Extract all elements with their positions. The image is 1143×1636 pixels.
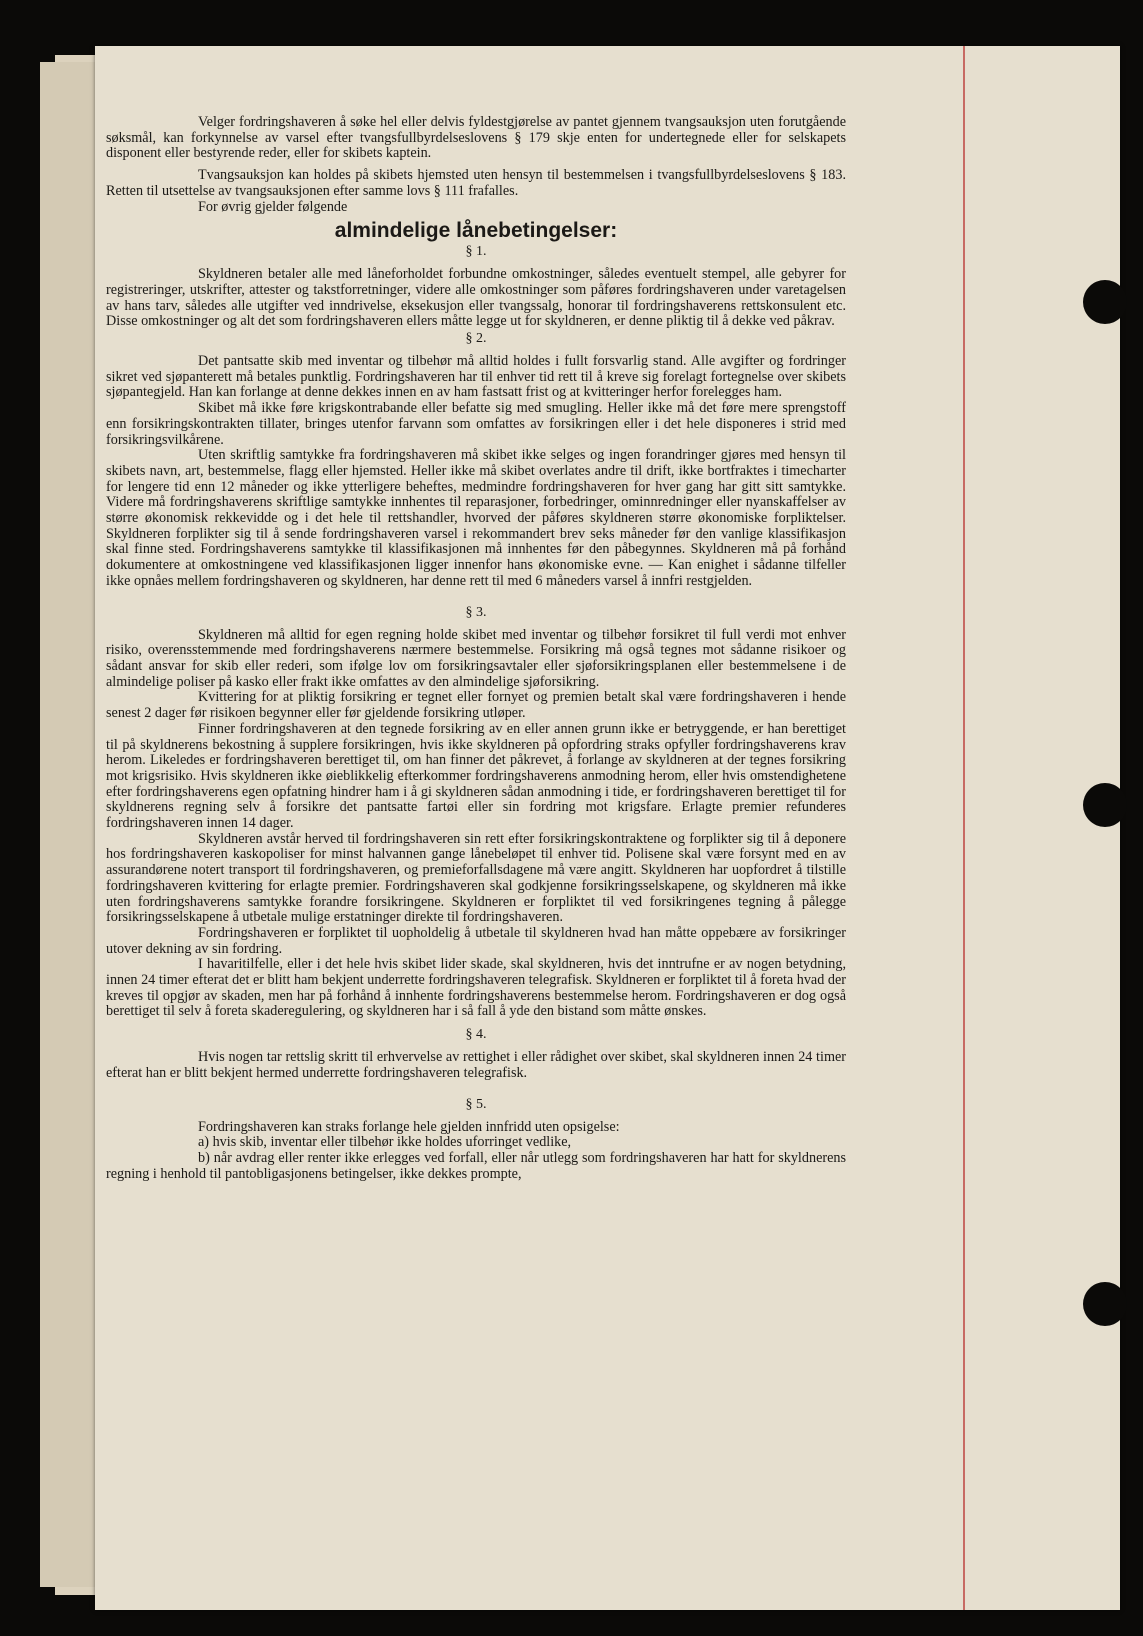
section-paragraph: Skyldneren må alltid for egen regning holde skibet med inventar og tilbehør forsikret til full verdi mot enhver risiko, overensstemmende med fordringshaverens nærmere bestemmelse. Forsikring må også tegnes mot sådanne risikoer og sådant ansvar for skib eller rederi, som ifølge lov om forsikringsavtaler eller sjøforsikringsplanen eller bestemmelsene i de almindelige poliser på kasko eller frakt ikke omfattes av den almindelige sjøforsikring. — [106, 626, 846, 690]
section-label: § 3. — [465, 604, 487, 620]
punch-hole-bottom — [1083, 1282, 1127, 1326]
section-paragraph: Hvis nogen tar rettslig skritt til erhvervelse av rettighet i eller rådighet over skibet, skal skyldneren innen 24 timer efterat han er blitt bekjent hermed underrette fordringshaveren telegrafisk. — [106, 1049, 846, 1081]
section-paragraph: Fordringshaveren kan straks forlange hele gjelden innfridd uten opsigelse: — [198, 1118, 620, 1135]
list-item: b) når avdrag eller renter ikke erlegges ved forfall, eller når utlegg som fordringshaveren har hatt for skyldnerens regning i henhold til pantobligasjonens betingelser, ikke dekkes prompte, — [106, 1149, 846, 1182]
section-paragraph: Finner fordringshaveren at den tegnede forsikring av en eller annen grunn ikke er betryggende, er han berettiget til på skyldnerens bekostning å supplere forsikringen, hvis ikke skyldneren på opfordring straks opfyller fordringshaverens krav herom. Likeledes er fordringshaveren berettiget til, om han finner det påkrevet, å forlange av skyldneren at der tegnes forsikring mot krigsrisiko. Hvis skyldneren ikke øieblikkelig efterkommer fordringshaverens anmodning herom, eller hvis omstendighetene efter fordringshaverens egen opfatning hindrer ham i å gi skyldneren sådan anmodning i tide, er fordringshaveren berettiget til for skyldnerens regning selv å forsikre det pantsatte fartøi eller sin fordring mot krigsfare. Erlagte premier refunderes fordringshaveren innen 14 dager. — [106, 720, 846, 832]
punch-hole-middle — [1083, 783, 1127, 827]
section-paragraph: Kvittering for at pliktig forsikring er tegnet eller fornyet og premien betalt skal være fordringshaveren i hende senest 2 dager før risikoen begynner eller før gjeldende forsikring utløper. — [106, 689, 846, 722]
section-label: § 2. — [465, 331, 487, 347]
document-body — [106, 115, 846, 1182]
section-paragraph: I havaritilfelle, eller i det hele hvis skibet lider skade, skal skyldneren, hvis det inntrufne er av nogen betydning, innen 24 timer efterat det er blitt ham bekjent underrette fordringshaveren telegrafisk. Skyldneren er forpliktet til å foreta hvad der kreves til opgjør av skaden, men har på forhånd å innhente fordringshaverens bestemmelse herom. Fordringshaveren er dog også berettiget til selv å foreta skaderegulering, og skyldneren har i så fall å yde den bistand som måtte ønskes. — [106, 956, 846, 1020]
section-paragraph: Fordringshaveren er forpliktet til uopholdelig å utbetale til skyldneren hvad han måtte oppebære av forsikringer utover dekning av sin fordring. — [106, 924, 846, 957]
section-paragraph: Skyldneren avstår herved til fordringshaveren sin rett efter forsikringskontraktene og forplikter sig til å deponere hos fordringshaveren kaskopoliser for minst halvannen gange lånebeløpet til enhver tid. Polisene skal være forsynt med en av assurandørene notert transport til fordringshaveren, og premieforfallsdagene må være angitt. Skyldneren har uopfordret å tilstille fordringshaveren kvittering for erlagte premier. Fordringshaveren skal godkjenne forsikringsselskapene, og skyldneren må ikke uten fordringshaverens samtykke forandre forsikringene. Skyldneren er forpliktet til ved forsikringenes tegning å pålegge forsikringsselskapene å utbetale mulige erstatninger direkte til fordringshaveren. — [106, 830, 846, 926]
intro-paragraph: Tvangsauksjon kan holdes på skibets hjemsted uten hensyn til bestemmelsen i tvangsfullbyrdelseslovens § 183. Retten til utsettelse av tvangsauksjonen efter samme lovs § 111 frafalles. — [106, 167, 846, 199]
document-heading: almindelige lånebetingelser: — [334, 219, 618, 243]
section-paragraph: Det pantsatte skib med inventar og tilbehør må alltid holdes i fullt forsvarlig stand. Alle avgifter og fordringer sikret ved sjøpanterett må betales punktlig. Fordringshaveren har til enhver tid rett til å kreve sig forelagt fortegnelse over skibets sjøpantegjeld. Han kan forlange at denne dekkes innen en av ham fastsatt frist og at kvitteringer herfor forelegges ham. — [106, 353, 846, 401]
section-label: § 5. — [465, 1096, 487, 1112]
margin-line — [963, 46, 965, 1610]
section-paragraph: Skyldneren betaler alle med låneforholdet forbundne omkostninger, således eventuelt stempel, alle gebyrer for registreringer, utskrifter, attester og takstforretninger, videre alle omkostninger som påføres fordringshaveren under varetagelsen av hans tarv, således alle utgifter ved inndrivelse, eksekusjon eller tvangssalg, honorar til fordringshaverens rettskonsulent etc. Disse omkostninger og alt det som fordringshaveren ellers måtte legge ut for skyldneren, er denne pliktig til å dekke ved påkrav. — [106, 266, 846, 330]
intro-paragraph: For øvrig gjelder følgende — [198, 198, 348, 215]
section-label: § 1. — [465, 244, 487, 260]
section-paragraph: Uten skriftlig samtykke fra fordringshaveren må skibet ikke selges og ingen forandringer gjøres med hensyn til skibets navn, art, bestemmelse, flagg eller hjemsted. Heller ikke må skibet overlates andre til drift, ikke bortfraktes i timecharter for lengere tid enn 12 måneder og ikke ytterligere beheftes, medmindre fordringshaveren for hver gang har gitt sitt samtykke. Videre må fordringshaverens skriftlige samtykke innhentes til reparasjoner, forbedringer, ominnredninger eller nyanskaffelser av større økonomisk rekkevidde og i det hele til rettshandler, hvorved der påføres skyldneren større økonomiske forpliktelser. Skyldneren forplikter sig til å sende fordringshaveren varsel i rekommandert brev seks måneder før den vanlige klassifikasjon skal finne sted. Fordringshaverens samtykke til klassifikasjonen må innhentes før den påbegynnes. Skyldneren må på forhånd dokumentere at omkostningene ved klassifikasjonen ligger innenfor hans økonomiske evne. — Kan enighet i sådanne tilfeller ikke opnåes mellem fordringshaveren og skyldneren, har denne rett til med 6 måneders varsel å innfri restgjelden. — [106, 447, 846, 589]
punch-hole-top — [1083, 280, 1127, 324]
section-paragraph: Skibet må ikke føre krigskontrabande eller befatte sig med smugling. Heller ikke må det føre mere sprengstoff enn forsikringskontrakten tillater, bringes utenfor farvann som omfattes av forsikringen eller i det hele disponeres i strid med forsikringsvilkårene. — [106, 400, 846, 448]
list-item: a) hvis skib, inventar eller tilbehør ikke holdes uforringet vedlike, — [198, 1134, 572, 1151]
intro-paragraph: Velger fordringshaveren å søke hel eller delvis fyldestgjørelse av pantet gjennem tvangsauksjon uten forutgående søksmål, kan forkynnelse av varsel efter tvangsfullbyrdelseslovens § 179 skje enten for undertegnede eller for selskapets disponent eller bestyrende reder, eller for skibets kaptein. — [106, 114, 846, 162]
section-label: § 4. — [465, 1027, 487, 1043]
